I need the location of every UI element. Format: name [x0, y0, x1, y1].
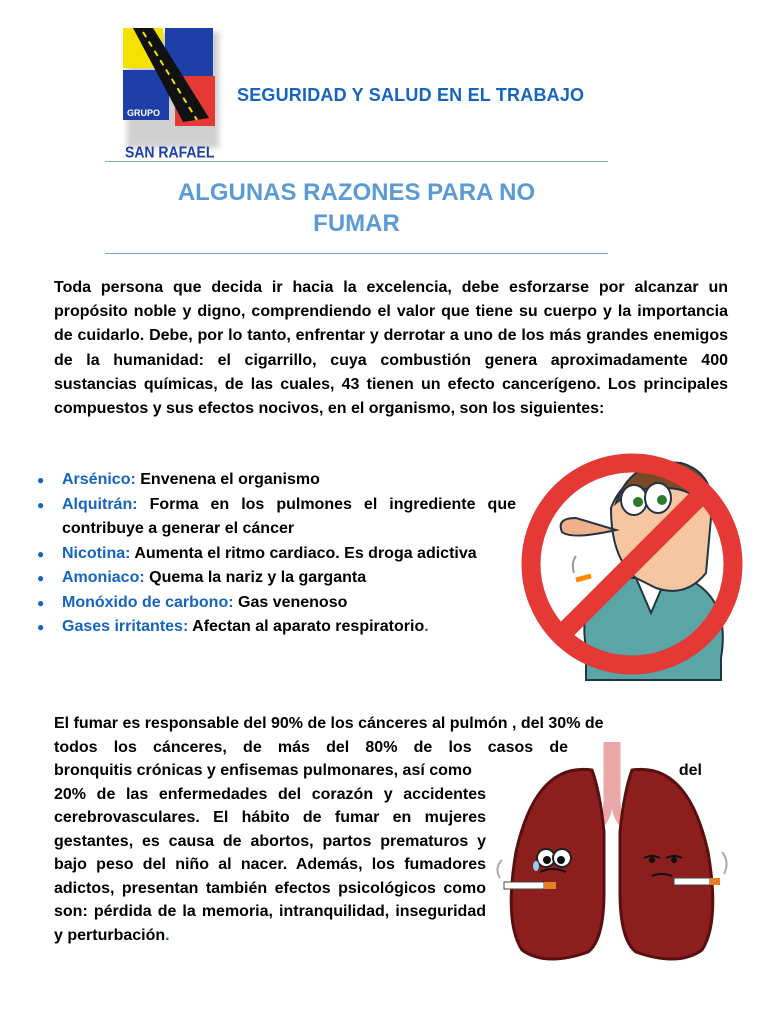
lungs-illustration	[496, 742, 756, 970]
statistics-line3-right: del	[678, 762, 702, 779]
list-item	[36, 615, 516, 640]
bullet-icon: ●	[37, 497, 45, 512]
divider-bottom	[105, 253, 608, 254]
effect-period: .	[424, 618, 429, 635]
statistics-line2: todos los cánceres, de más del 80% de los casos de	[54, 738, 568, 756]
statistics-rest	[54, 783, 486, 948]
effect-desc: Aumenta el ritmo cardiaco. Es droga adictiva	[134, 544, 477, 562]
effect-term: Alquitrán:	[62, 495, 138, 513]
statistics-rest-text: 20% de las enfermedades del corazón y accidentes cerebrovasculares. El hábito de fumar en mujeres gestantes, es causa de abortos, partos prematuros y bajo peso del niño al nacer. Además, los fumadores adictos, presentan también efectos psicológicos como son: pérdida de la memoria, intranquilidad, inseguridad y perturbación	[54, 785, 486, 944]
divider-top	[105, 161, 608, 162]
statistics-line1: El fumar es responsable del 90% de los cánceres al pulmón , del 30% de	[54, 715, 604, 732]
logo-text-grupo: GRUPO	[127, 108, 161, 118]
page-title-line2: FUMAR	[313, 210, 400, 237]
effect-term: Monóxido de carbono:	[62, 593, 234, 611]
effect-desc: Afectan al aparato respiratorio	[192, 618, 425, 635]
logo-road-icon	[113, 22, 223, 162]
page-title	[105, 177, 608, 239]
no-smoking-illustration	[516, 448, 748, 680]
bullet-icon: ●	[37, 595, 45, 610]
effect-desc: Forma en los pulmones el ingrediente que contribuye a generar el cáncer	[62, 495, 516, 537]
logo-text-san-rafael: SAN RAFAEL	[125, 143, 215, 162]
list-item	[36, 566, 516, 591]
intro-paragraph: Toda persona que decida ir hacia la excelencia, debe esforzarse por alcanzar un propósito noble y digno, comprendiendo el valor que tiene su cuerpo y la importancia de cuidarlo. Debe, por lo tanto, enfrentar y derrotar a uno de los más grandes enemigos de la humanidad: el cigarrillo, cuya combustión genera aproximadamente 400 sustancias químicas, de las cuales, 43 tienen un efecto cancerígeno. Los principales compuestos y sus efectos nocivos, en el organismo, son los siguientes:	[54, 279, 728, 418]
effect-desc: Envenena el organismo	[140, 471, 320, 488]
list-item	[36, 468, 516, 493]
effect-term: Nicotina:	[62, 544, 131, 562]
effect-desc: Gas venenoso	[238, 593, 348, 611]
statistics-period: .	[165, 926, 170, 944]
effect-term: Arsénico:	[62, 471, 136, 488]
page-title-line1: ALGUNAS RAZONES PARA NO	[177, 179, 536, 206]
lungs-icon	[496, 742, 756, 970]
bullet-icon: ●	[37, 473, 45, 487]
header-title: SEGURIDAD Y SALUD EN EL TRABAJO	[237, 85, 585, 105]
effect-desc: Quema la nariz y la garganta	[149, 569, 367, 586]
bullet-icon: ●	[37, 571, 45, 585]
bullet-icon: ●	[37, 546, 45, 561]
no-smoking-icon	[516, 448, 748, 680]
list-item	[36, 542, 516, 567]
list-item	[36, 591, 516, 616]
company-logo	[113, 22, 223, 162]
effect-term: Amoniaco:	[62, 569, 145, 586]
statistics-line3-left: bronquitis crónicas y enfisemas pulmonares, así como	[54, 762, 472, 779]
bullet-icon: ●	[37, 620, 45, 634]
effects-list	[36, 468, 516, 640]
effect-term: Gases irritantes:	[62, 618, 189, 635]
list-item	[36, 493, 516, 542]
